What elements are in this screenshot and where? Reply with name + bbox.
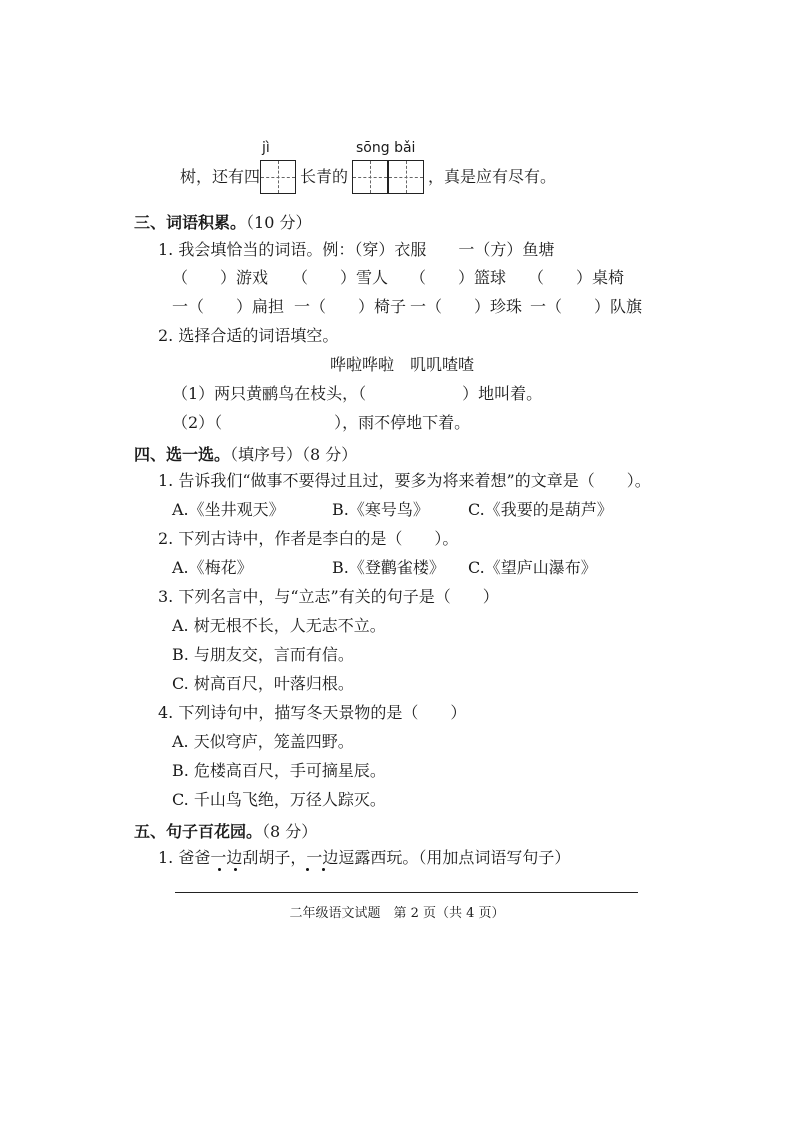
page-footer: 二年级语文试题 第 2 页（共 4 页） bbox=[289, 906, 505, 921]
section3-heading bbox=[134, 210, 311, 233]
choice-option: A. 天似穹庐，笼盖四野。 bbox=[172, 732, 354, 751]
fill-item: 一（ ）珍珠 bbox=[410, 297, 523, 316]
section5-title: 五、句子百花园。 bbox=[134, 822, 263, 841]
emphasis-dot bbox=[322, 868, 325, 871]
section5-q1: 1. 爸爸一边刮胡子，一边逗露西玩。（用加点词语写句子） bbox=[158, 848, 571, 867]
fill-item: 一（ ）扁担 bbox=[172, 297, 285, 316]
section5-score: （8 分） bbox=[262, 822, 318, 841]
writing-box-bai[interactable] bbox=[388, 160, 424, 194]
emphasis-dot bbox=[306, 868, 309, 871]
question-stem: 3. 下列名言中，与“立志”有关的句子是（ ） bbox=[158, 587, 499, 606]
footer-rule bbox=[175, 892, 638, 893]
choice-option: B.《寒号鸟》 bbox=[332, 500, 429, 519]
choice-option: B.《登鹳雀楼》 bbox=[332, 558, 445, 577]
choice-option: C. 树高百尺，叶落归根。 bbox=[172, 674, 354, 693]
section4-title: 四、选一选。 bbox=[134, 445, 231, 464]
choice-option: C.《望庐山瀑布》 bbox=[468, 558, 597, 577]
fill-item: 一（ ）椅子 bbox=[294, 297, 407, 316]
fill-item: （ ）桌椅 bbox=[528, 268, 625, 287]
choice-option: A.《坐井观天》 bbox=[172, 500, 285, 519]
choice-option: C. 千山鸟飞绝，万径人踪灭。 bbox=[172, 790, 386, 809]
choice-option: B. 与朋友交，言而有信。 bbox=[172, 645, 354, 664]
section3-q2-prompt: 2. 选择合适的词语填空。 bbox=[158, 326, 339, 345]
fill-sentence-2: （2）（ ），雨不停地下着。 bbox=[172, 413, 471, 432]
section5-heading bbox=[134, 819, 317, 842]
choice-option: A. 树无根不长，人无志不立。 bbox=[172, 616, 386, 635]
text-segment-1: 树，还有四 bbox=[180, 167, 261, 186]
fill-item: （ ）游戏 bbox=[172, 268, 269, 287]
choice-option: B. 危楼高百尺，手可摘星辰。 bbox=[172, 761, 386, 780]
choice-option: A.《梅花》 bbox=[172, 558, 253, 577]
question-stem: 2. 下列古诗中，作者是李白的是（ ）。 bbox=[158, 529, 459, 548]
section3-score: （10 分） bbox=[246, 213, 312, 232]
emphasis-dot bbox=[234, 868, 237, 871]
word-options: 哗啦哗啦 叽叽喳喳 bbox=[330, 355, 475, 374]
fill-item: （ ）雪人 bbox=[292, 268, 389, 287]
fill-item: 一（ ）队旗 bbox=[530, 297, 643, 316]
fill-sentence-1: （1）两只黄鹂鸟在枝头，（ ）地叫着。 bbox=[172, 384, 543, 403]
fill-item: （ ）篮球 bbox=[410, 268, 507, 287]
pinyin-songbai: sōng bǎi bbox=[356, 140, 416, 156]
writing-box-song[interactable] bbox=[352, 160, 388, 194]
section4-heading bbox=[134, 442, 357, 465]
choice-option: C.《我要的是葫芦》 bbox=[468, 500, 613, 519]
section4-score: （填序号）（8 分） bbox=[230, 445, 358, 464]
section3-q1-prompt: 1. 我会填恰当的词语。例：（穿）衣服 一（方）鱼塘 bbox=[158, 240, 555, 259]
text-segment-2: 长青的 bbox=[300, 167, 349, 186]
question-stem: 1. 告诉我们“做事不要得过且过，要多为将来着想”的文章是（ ）。 bbox=[158, 471, 651, 490]
section3-title: 三、词语积累。 bbox=[134, 213, 247, 232]
question-stem: 4. 下列诗句中，描写冬天景物的是（ ） bbox=[158, 703, 467, 722]
pinyin-ji: jì bbox=[262, 140, 270, 156]
writing-box-ji[interactable] bbox=[260, 160, 296, 194]
emphasis-dot bbox=[218, 868, 221, 871]
text-segment-3: ，真是应有尽有。 bbox=[428, 167, 557, 186]
